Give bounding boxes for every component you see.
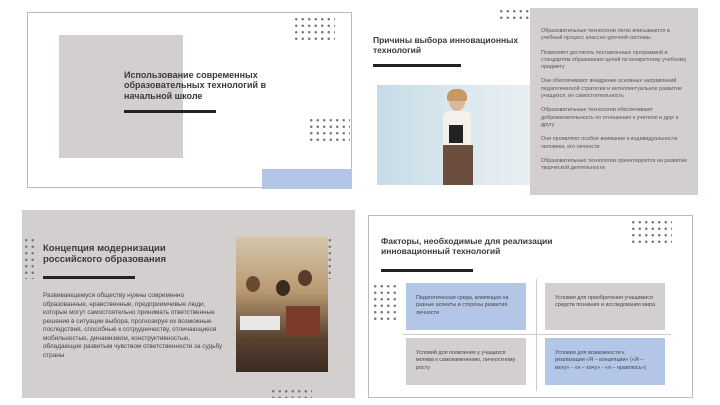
- slide-4[interactable]: [368, 215, 693, 398]
- dot-grid: [308, 117, 350, 145]
- reason-item: Образовательные технологии ориентируются на развитие творческой деятельности: [541, 157, 688, 172]
- factor-card: Условия для возможности к реализации «Я – концепции» («Я – могу» - «я – хочу» - «я – нравлюсь»): [545, 338, 665, 385]
- title-underline: [124, 110, 216, 113]
- divider-horizontal: [403, 334, 671, 335]
- title-underline: [381, 269, 473, 272]
- slide-1[interactable]: [27, 12, 352, 188]
- reason-item: Образовательные технологии легко вписываются в учебный процесс классно-урочной системы: [541, 28, 670, 42]
- dot-grid: [630, 219, 672, 245]
- slide-3[interactable]: [22, 210, 355, 398]
- slide-3-title: Концепция модернизации российского образования: [43, 243, 166, 265]
- factor-card: Условия для приобретения учащимися средств познания и исследования мира: [545, 283, 665, 330]
- title-underline: [43, 276, 135, 279]
- divider-vertical: [536, 279, 537, 391]
- students-photo: [236, 236, 328, 372]
- dot-grid: [23, 237, 36, 279]
- reason-item: Образовательные технологии обеспечивают доброжелательность по отношению к учителю и друг к другу: [541, 107, 679, 128]
- dot-grid: [372, 283, 400, 323]
- dot-grid: [293, 16, 335, 42]
- factor-card: Педагогическая среда, влияющая на разные аспекты и стороны развития личности: [406, 283, 526, 330]
- title-underline: [373, 64, 461, 67]
- slide-3-body: Развивающемуся обществу нужны современно образованные, нравственные, предприимчивые люди, которые могут самостоятельно принимать ответственные решения в ситуации выбора, прогнозируя их возможные последствия, способные к сотрудничеству, отличающиеся мобильностью, динамизмом, конструктивностью, обладающие развитым чувством ответственности за судьбу страны: [43, 292, 223, 359]
- blue-rect: [262, 169, 352, 189]
- slide-2[interactable]: [368, 8, 698, 195]
- reason-item: Они обеспечивают внедрение основных направлений педагогической стратегии и интеллектуальное развитие учащихся, их самостоятельность: [541, 78, 682, 100]
- slide-1-title: Использование современных образовательных технологий в начальной школе: [124, 70, 267, 101]
- teacher-photo: [377, 85, 530, 185]
- reasons-panel: [530, 8, 698, 195]
- slide-2-title: Причины выбора инновационных технологий: [373, 35, 519, 55]
- factor-card: Условий для появления у учащихся мотива к самоизменению, личностному росту: [406, 338, 526, 385]
- reason-item: Позволяют достигать поставленных программой и стандартом образования целей по конкретному учебному предмету: [541, 49, 687, 71]
- dot-grid: [270, 388, 312, 398]
- reason-item: Они проявляют особое внимание к индивидуальности человека, его личности: [541, 136, 678, 150]
- slide-4-title: Факторы, необходимые для реализации инновационный технологий: [381, 236, 553, 256]
